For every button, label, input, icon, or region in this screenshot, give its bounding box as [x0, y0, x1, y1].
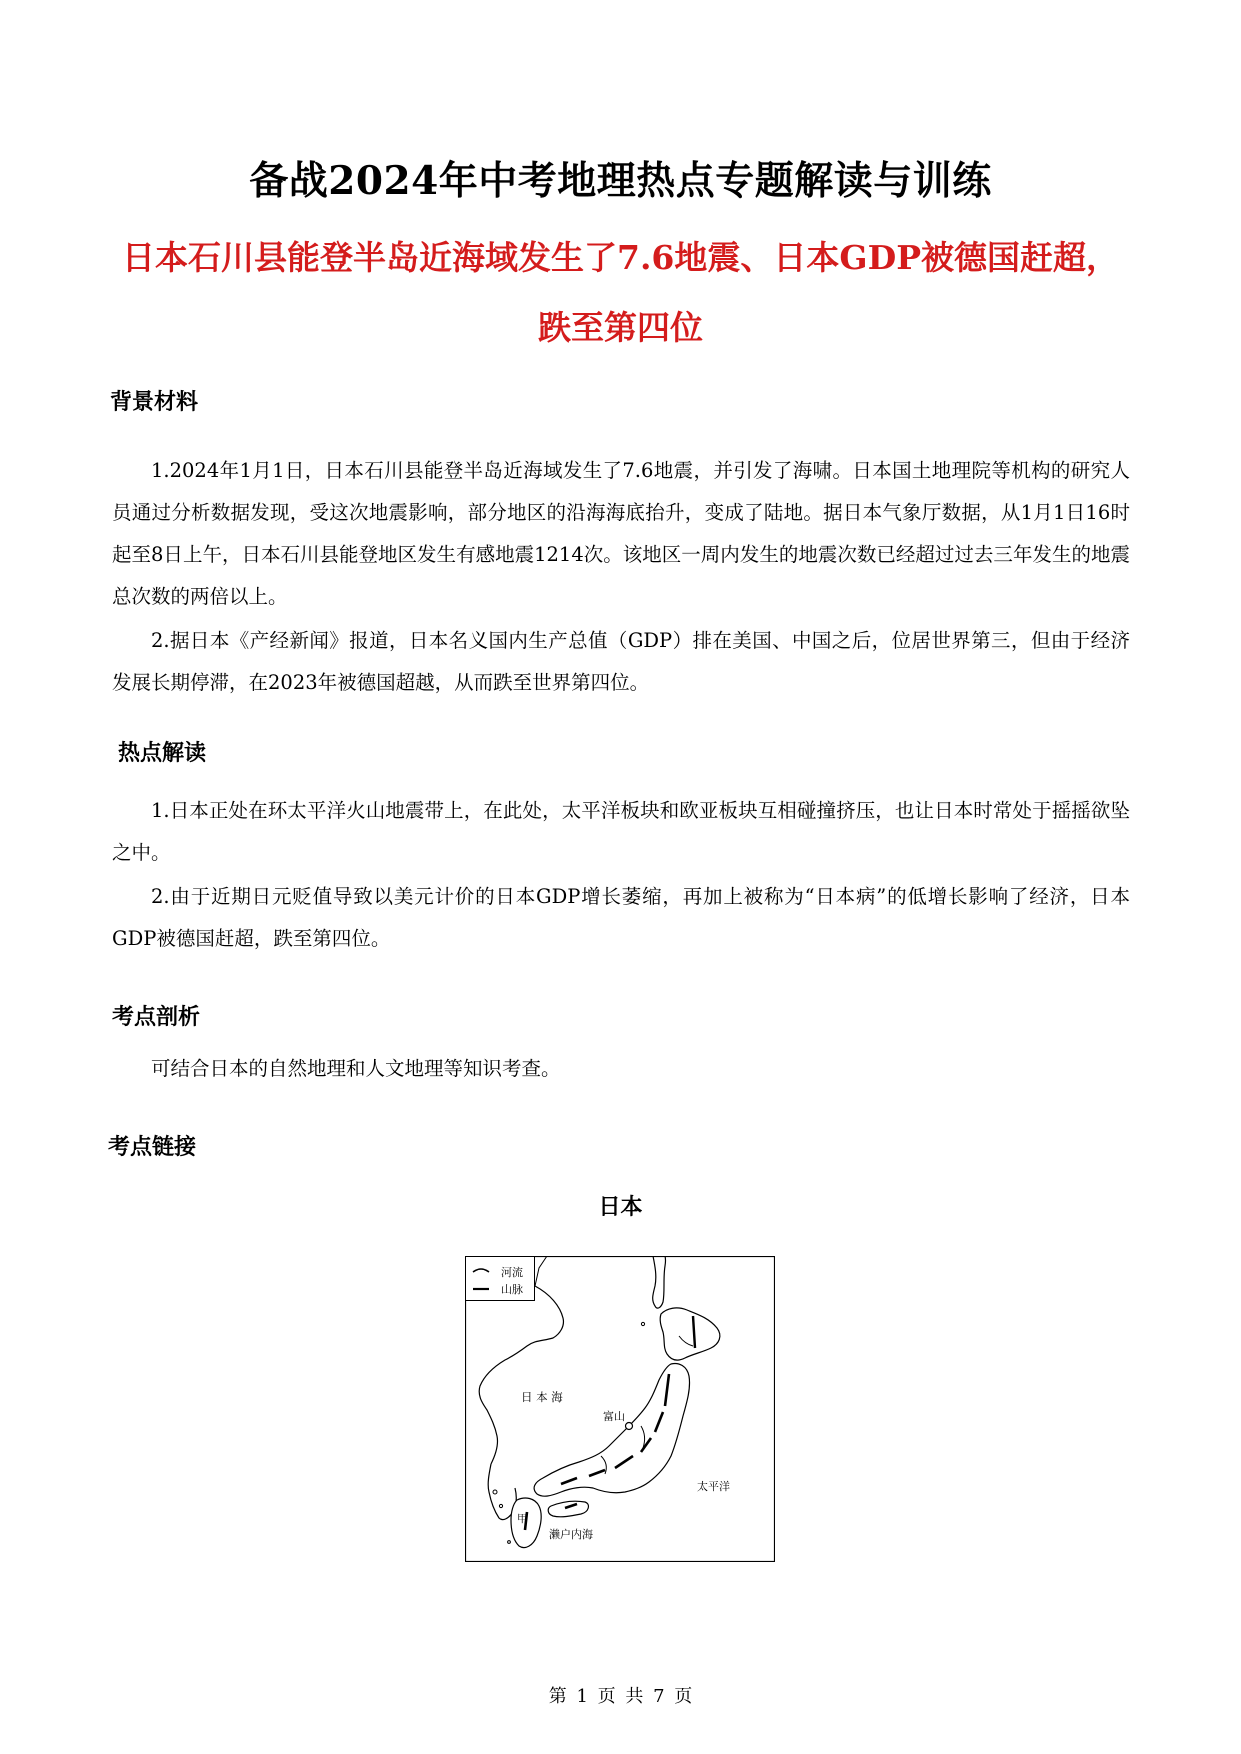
label-pacific: 太平洋: [697, 1480, 730, 1493]
analysis-heading: 热点解读: [118, 741, 207, 766]
analysis-paragraph-1: 1.日本正处在环太平洋火山地震带上，在此处，太平洋板块和欧亚板块互相碰撞挤压，也让日本时常处于摇摇欲坠之中。: [112, 799, 1130, 864]
links-heading: 考点链接: [108, 1135, 197, 1160]
exam-points-paragraph: 可结合日本的自然地理和人文地理等知识考查。: [151, 1057, 561, 1080]
background-heading: 背景材料: [110, 390, 199, 415]
page-subtitle-line1: 日本石川县能登半岛近海域发生了7.6地震、日本GDP被德国赶超，: [121, 238, 1120, 277]
map-legend: [466, 1257, 535, 1301]
background-paragraph-2: 2.据日本《产经新闻》报道，日本名义国内生产总值（GDP）排在美国、中国之后，位居世界第三，但由于经济发展长期停滞，在2023年被德国超越，从而跌至世界第四位。: [112, 629, 1130, 694]
label-sea-of-japan: 日 本 海: [521, 1390, 563, 1404]
label-seto-inland-sea: 濑户内海: [549, 1528, 593, 1541]
japan-map: [465, 1256, 775, 1562]
fuji-marker-icon: [626, 1423, 633, 1430]
page-footer: 第 1 页 共 7 页: [548, 1686, 693, 1707]
background-paragraph-1: 1.2024年1月1日，日本石川县能登半岛近海域发生了7.6地震，并引发了海啸。日本国土地理院等机构的研究人员通过分析数据发现，受这次地震影响，部分地区的沿海海底抬升，变成了陆地。据日本气象厅数据，从1月1日16时起至8日上午，日本石川县能登地区发生有感地震1214次。该地区一周内发生的地震次数已经超过过去三年发生的地震总次数的两倍以上。: [112, 459, 1130, 608]
label-jia: 甲: [517, 1513, 528, 1525]
map-title: 日本: [598, 1195, 643, 1220]
label-fuji: 富山: [603, 1410, 625, 1423]
page-title: 备战2024年中考地理热点专题解读与训练: [249, 158, 992, 204]
exam-points-heading: 考点剖析: [112, 1005, 201, 1030]
legend-mountain-label: 山脉: [501, 1283, 523, 1296]
legend-river-label: 河流: [501, 1266, 523, 1279]
analysis-paragraph-2: 2.由于近期日元贬值导致以美元计价的日本GDP增长萎缩，再加上被称为“日本病”的低增长影响了经济，日本GDP被德国赶超，跌至第四位。: [112, 885, 1130, 950]
page-subtitle-line2: 跌至第四位: [538, 308, 703, 347]
